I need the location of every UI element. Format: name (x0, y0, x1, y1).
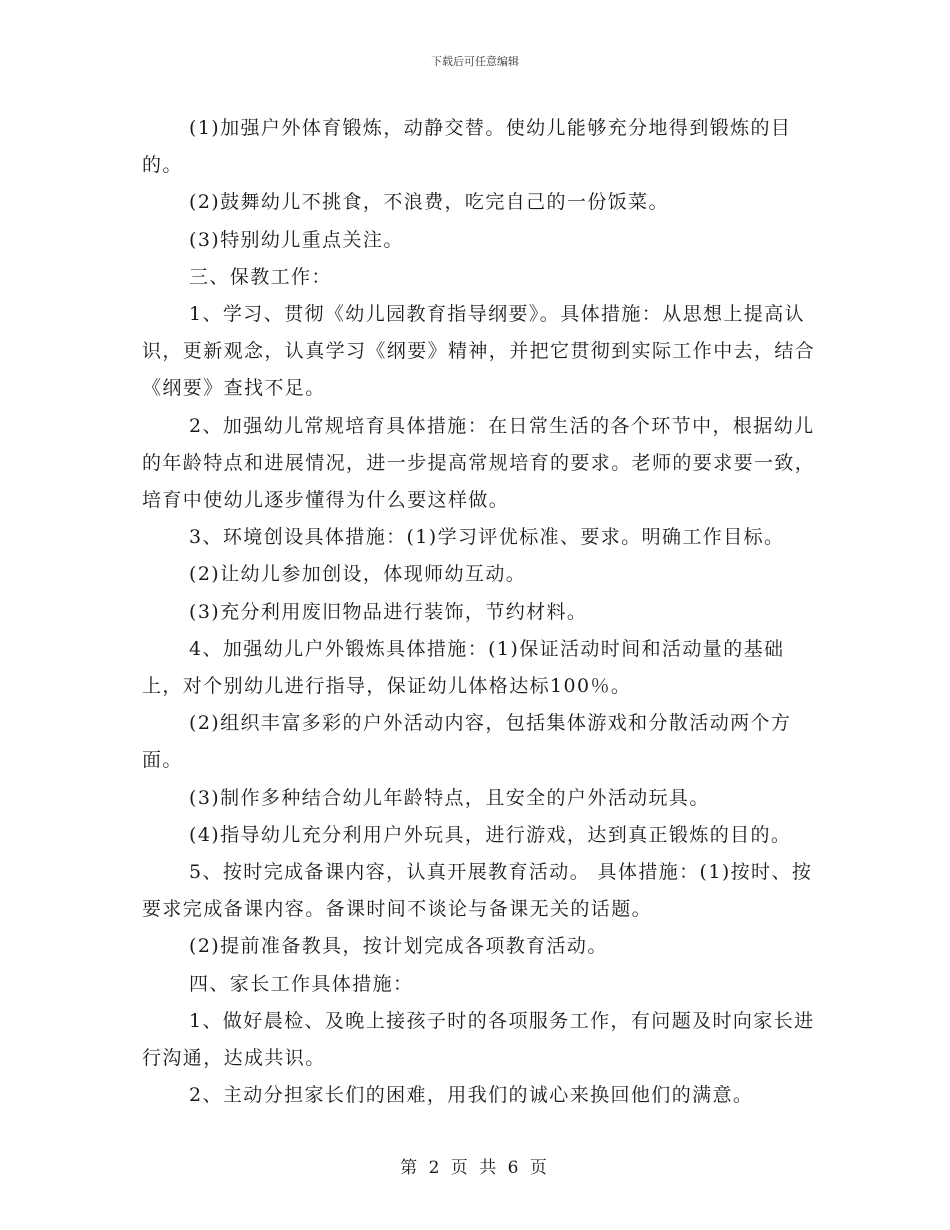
page-header: 下载后可任意编辑 (431, 55, 519, 68)
paragraph: 5、按时完成备课内容，认真开展教育活动。 具体措施：(1)按时、按要求完成备课内容。备课时间不谈论与备课无关的话题。 (142, 861, 813, 921)
paragraph: (1)加强户外体育锻炼，动静交替。使幼儿能够充分地得到锻炼的目的。 (142, 117, 792, 177)
section-heading: 四、家长工作具体措施： (189, 972, 414, 995)
paragraph: (4)指导幼儿充分利用户外玩具，进行游戏，达到真正锻炼的目的。 (189, 823, 792, 846)
page-number: 第 2 页 共 6 页 (400, 1158, 550, 1178)
paragraph: 3、环境创设具体措施：(1)学习评优标准、要求。明确工作目标。 (189, 526, 785, 549)
paragraph: 4、加强幼儿户外锻炼具体措施：(1)保证活动时间和活动量的基础上，对个别幼儿进行指导，保证幼儿体格达标100％。 (142, 637, 785, 698)
paragraph: (3)制作多种结合幼儿年龄特点，且安全的户外活动玩具。 (189, 786, 710, 809)
paragraph: 2、主动分担家长们的困难，用我们的诚心来换回他们的满意。 (189, 1084, 754, 1107)
paragraph: (2)组织丰富多彩的户外活动内容，包括集体游戏和分散活动两个方面。 (142, 712, 792, 772)
paragraph: 1、学习、贯彻《幼儿园教育指导纲要》。具体措施：从思想上提高认识，更新观念，认真学习《纲要》精神，并把它贯彻到实际工作中去，结合《纲要》查找不足。 (142, 303, 816, 400)
document-body (142, 110, 822, 1114)
paragraph: (2)让幼儿参加创设，体现师幼互动。 (189, 563, 527, 586)
paragraph: (2)提前准备教具，按计划完成各项教育活动。 (189, 935, 608, 958)
paragraph: (3)充分利用废旧物品进行装饰，节约材料。 (189, 600, 588, 623)
paragraph: 1、做好晨检、及晚上接孩子时的各项服务工作，有问题及时向家长进行沟通，达成共识。 (142, 1009, 815, 1070)
paragraph: (3)特别幼儿重点关注。 (189, 228, 404, 251)
section-heading: 三、保教工作： (189, 265, 332, 288)
paragraph: (2)鼓舞幼儿不挑食，不浪费，吃完自己的一份饭菜。 (189, 191, 669, 214)
paragraph: 2、加强幼儿常规培育具体措施：在日常生活的各个环节中，根据幼儿的年龄特点和进展情况，进一步提高常规培育的要求。老师的要求要一致，培育中使幼儿逐步懂得为什么要这样做。 (142, 414, 816, 512)
